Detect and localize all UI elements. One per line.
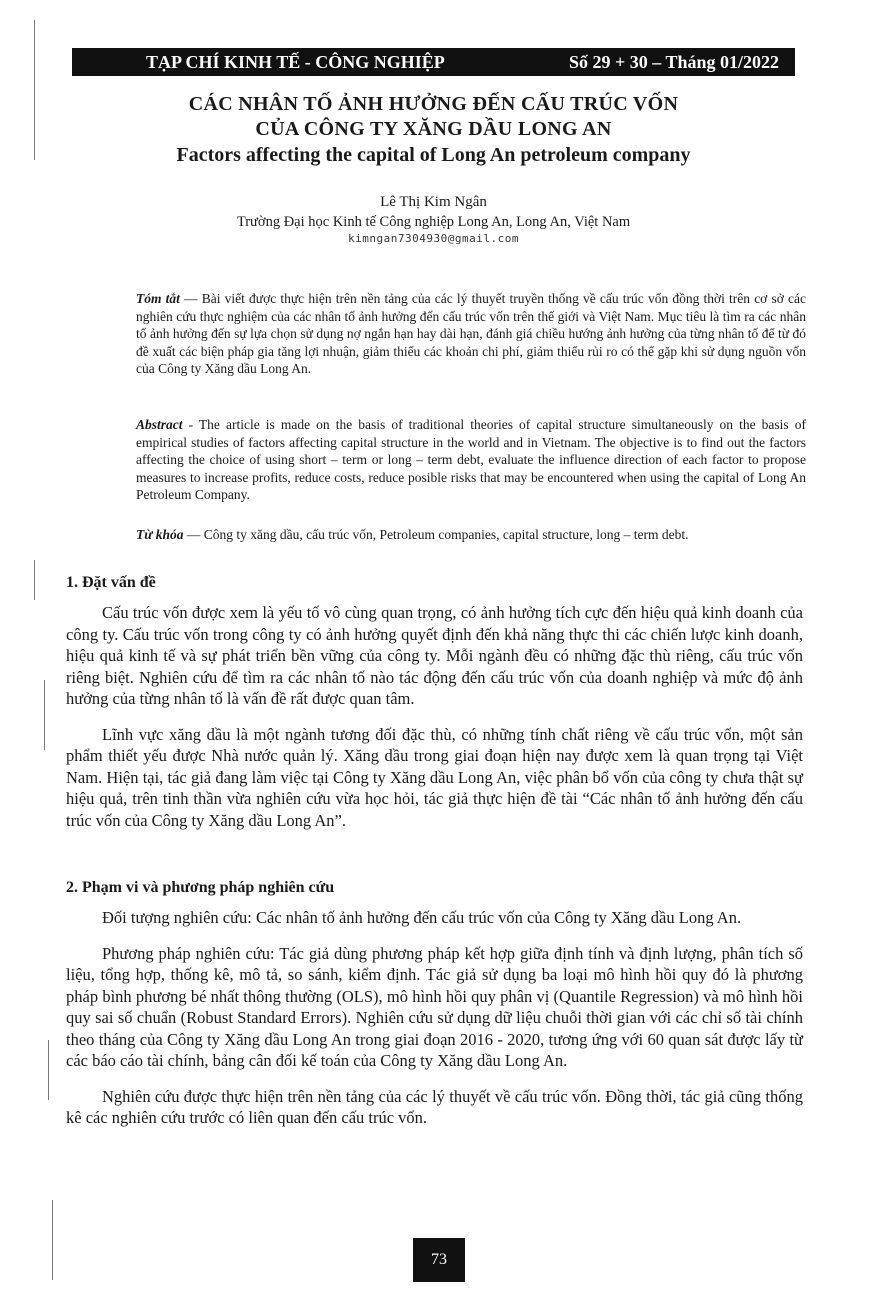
paragraph: Đối tượng nghiên cứu: Các nhân tố ảnh hưởng đến cấu trúc vốn của Công ty Xăng dầu Long An. <box>102 908 742 927</box>
journal-name: TẠP CHÍ KINH TẾ - CÔNG NGHIỆP <box>146 51 445 72</box>
summary-lead: Tóm tắt <box>136 291 180 306</box>
keywords <box>136 526 806 544</box>
paragraph: Cấu trúc vốn được xem là yếu tố vô cùng quan trọng, có ảnh hưởng tích cực đến hiệu quả kinh doanh của công ty. Cấu trúc vốn trong công ty có ảnh hưởng quyết định đến khả năng thực thi các chiến lược kinh doanh, hiệu quả kinh tế và sự phát triển bền vững của công ty. Mỗi ngành đều có những đặc thù riêng, cấu trúc vốn riêng biệt. Nghiên cứu để tìm ra các nhân tố nào tác động đến cấu trúc vốn của doanh nghiệp và mức độ ảnh hưởng của từng nhân tố là vấn đề rất được quan tâm. <box>66 603 803 708</box>
section2-body <box>66 907 803 1143</box>
journal-header <box>72 48 795 76</box>
summary-text: — Bài viết được thực hiện trên nền tảng của các lý thuyết truyền thống về cấu trúc vốn đồng thời trên cơ sở các nghiên cứu thực nghiệm của các nhân tố ảnh hưởng đến cấu trúc vốn trên thế giới và Việt Nam. Mục tiêu là tìm ra các nhân tố ảnh hưởng đến sự lựa chọn sử dụng nợ ngắn hạn hay dài hạn, đánh giá chiều hướng ảnh hưởng của từng nhân tố để từ đó đề xuất các biện pháp gia tăng lợi nhuận, giảm thiểu các khoản chi phí, giảm thiểu rủi ro có thể gặp khi sử dụng nguồn vốn của Công ty Xăng dầu Long An. <box>136 291 807 376</box>
paragraph: Phương pháp nghiên cứu: Tác giả dùng phương pháp kết hợp giữa định tính và định lượng, phân tích số liệu, tổng hợp, thống kê, mô tả, so sánh, kiểm định. Tác giả sử dụng ba loại mô hình hồi quy đó là phương pháp bình phương bé nhất thông thường (OLS), mô hình hồi quy phân vị (Quantile Regression) và mô hình hồi quy sai số chuẩn (Robust Standard Errors). Nghiên cứu sử dụng dữ liệu chuỗi thời gian với các chỉ số tài chính theo tháng của Công ty Xăng dầu Long An trong giai đoạn 2016 - 2020, tương ứng với 60 quan sát được lấy từ các báo cáo tài chính, bảng cân đối kế toán của Công ty Xăng dầu Long An. <box>66 943 803 1070</box>
margin-line <box>34 20 35 160</box>
author-email: kimngan7304930@gmail.com <box>348 232 519 245</box>
title-block <box>72 92 795 169</box>
section1-body <box>66 602 803 845</box>
title-en: Factors affecting the capital of Long An petroleum company <box>176 144 691 166</box>
title-vi-line1: CÁC NHÂN TỐ ẢNH HƯỞNG ĐẾN CẤU TRÚC VỐN <box>188 93 679 115</box>
margin-line <box>44 680 45 750</box>
author-name: Lê Thị Kim Ngân <box>380 194 487 210</box>
section2-heading: 2. Phạm vi và phương pháp nghiên cứu <box>66 879 335 896</box>
abstract-lead: Abstract <box>136 417 183 432</box>
issue-info: Số 29 + 30 – Tháng 01/2022 <box>569 51 779 72</box>
margin-line <box>34 560 35 600</box>
margin-line <box>52 1200 53 1280</box>
margin-line <box>48 1040 49 1100</box>
section1-heading: 1. Đặt vấn đề <box>66 574 156 591</box>
summary-vi <box>136 290 806 378</box>
title-vi-line2: CỦA CÔNG TY XĂNG DẦU LONG AN <box>255 118 612 140</box>
author-affiliation: Trường Đại học Kinh tế Công nghiệp Long An, Long An, Việt Nam <box>236 214 631 230</box>
abstract-en <box>136 416 806 504</box>
paragraph: Nghiên cứu được thực hiện trên nền tảng của các lý thuyết về cấu trúc vốn. Đồng thời, tác giả cũng thống kê các nghiên cứu trước có liên quan đến cấu trúc vốn. <box>66 1086 803 1127</box>
paragraph: Lĩnh vực xăng dầu là một ngành tương đối đặc thù, có những tính chất riêng về cấu trúc vốn, một sản phẩm thiết yếu được Nhà nước quản lý. Xăng dầu trong giai đoạn hiện nay được xem là quan trọng tại Việt Nam. Hiện tại, tác giả đang làm việc tại Công ty Xăng dầu Long An, việc phân bổ vốn của công ty chưa thật sự hiệu quả, trên tinh thần vừa nghiên cứu vừa học hỏi, tác giả thực hiện đề tài “Các nhân tố ảnh hưởng đến cấu trúc vốn của Công ty Xăng dầu Long An”. <box>66 724 803 830</box>
keywords-text: — Công ty xăng dầu, cấu trúc vốn, Petroleum companies, capital structure, long – term debt. <box>183 527 689 542</box>
page-number: 73 <box>413 1238 465 1282</box>
keywords-lead: Từ khóa <box>136 527 184 542</box>
abstract-text: - The article is made on the basis of traditional theories of capital structure simultaneously on the basis of empirical studies of factors affecting capital structure in the world and in Vietnam. The objective is to find out the factors affecting the choice of using short – term or long – term debt, evaluate the influence direction of each factor to propose measures to increase profits, reduce costs, reduce posible risks that may be encountered when using the capital of Long An Petroleum Company. <box>136 417 806 502</box>
